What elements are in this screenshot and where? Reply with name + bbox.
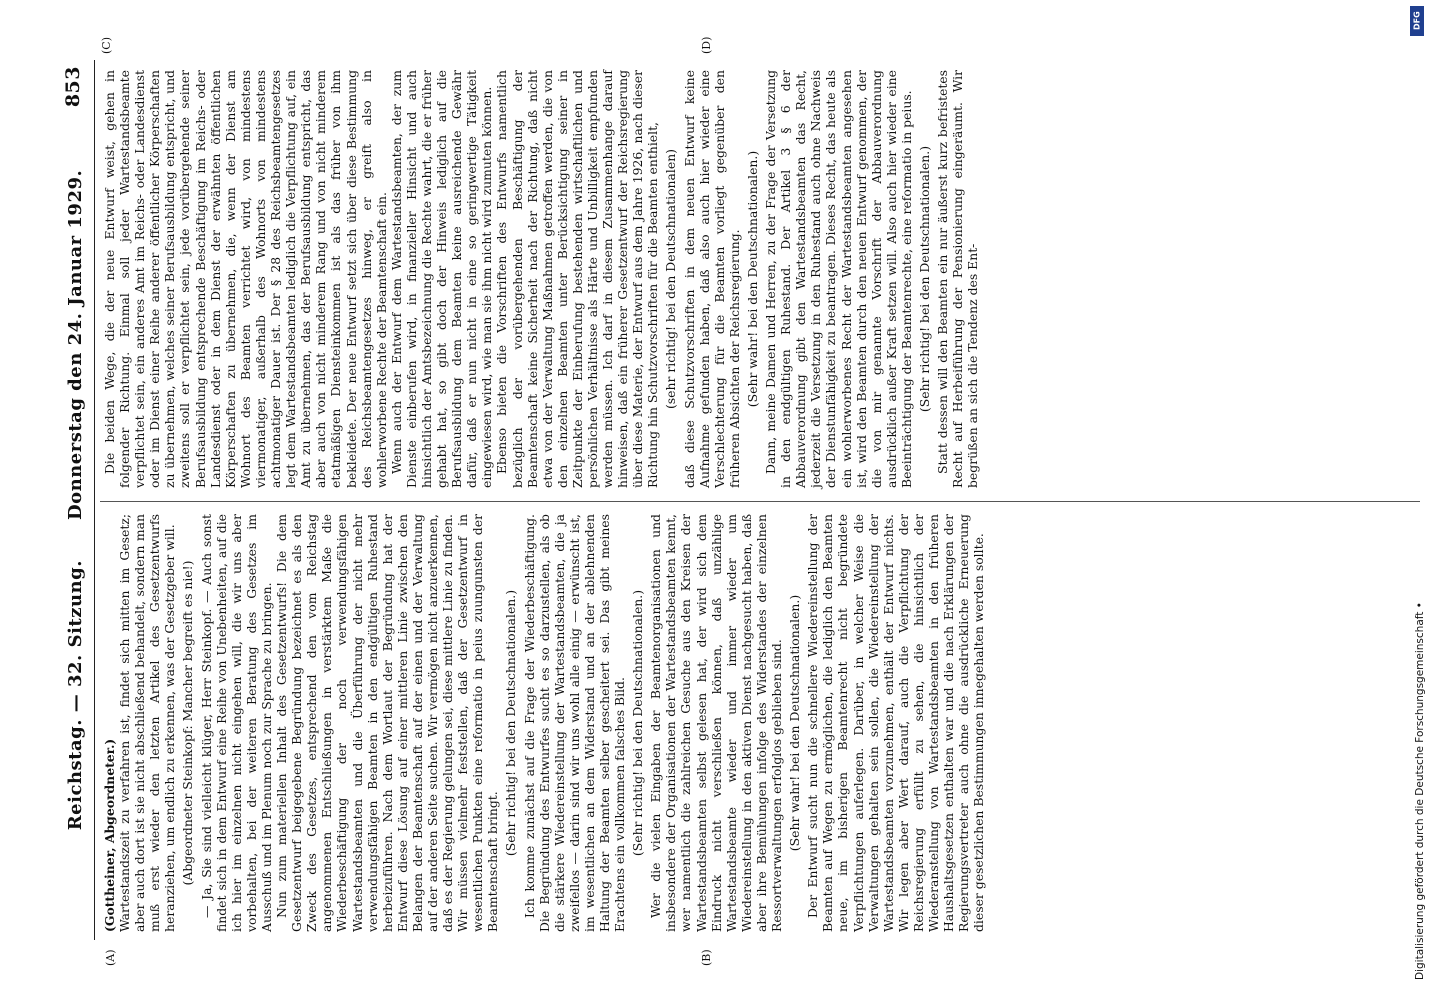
right-column-paragraph: Wenn auch der Entwurf dem Wartestandsbeamten, der zum Dienste einberufen wird, in finanzieller Hinsicht und auch hinsichtlich der Amtsbezeichnung die Rechte wahrt, die er früher gehabt hat, so gibt doch der Hinweis lediglich auf die Berufsausbildung dem Beamten keine ausreichende Gewähr dafür, daß er nun nicht in eine so geringwertige Tätigkeit eingewiesen wird, wie man sie ihm nicht wird zumuten können. — [388, 70, 495, 488]
left-column-paragraph: Ich komme zunächst auf die Frage der Wiederbeschäftigung. Die Begründung des Entwurfes sucht es so darzustellen, als ob die stärkere Wiedereinstellung der Wartestandsbeamten, die ja zweifellos — darin sind wir uns wohl alle einig — erwünscht ist, im wesentlichen an dem Widerstand und an der ablehnenden Haltung der Beamten selber gescheitert sei. Das gibt meines Erachtens ein vollkommen falsches Bild. — [521, 514, 628, 932]
left-column-paragraph: (Abgeordneter Steinkopf: Mancher begreift es nie!) — [180, 560, 196, 886]
left-column-paragraph: Der Entwurf sucht nun die schnellere Wiedereinstellung der Beamten auf Wegen zu ermöglichen, die lediglich den Beamten neue, im bisherigen Beamtenrecht nicht begründete Verpflichtungen auferlegen. Darüber, in welcher Weise die Verwaltungen gehalten sein sollen, die Wiedereinstellung der Wartestandsbeamten vorzunehmen, enthält der Entwurf nichts. Wir legen aber Wert darauf, auch die Verpflichtung der Reichsregierung erfüllt zu sehen, die hinsichtlich der Wiederanstellung von Wartestandsbeamten in den früheren Haushaltsgesetzen enthalten war und die nach Erklärungen der Regierungsvertreter auch ohne die ausdrückliche Erneuerung dieser gesetzlichen Bestimmungen innegehalten werden sollte. — [805, 514, 987, 932]
page-header — [60, 60, 90, 940]
right-column-paragraph: (Sehr wahr! bei den Deutschnationalen.) — [744, 150, 760, 408]
left-column-paragraph: Wartestandszeit zu verfahren ist, findet sich mitten im Gesetz; aber auch dort ist sie nicht abschließend behandelt, sondern man muß erst wieder den letzten Artikel des Gesetzentwurfs heranziehen, um endlich zu erkennen, was der Gesetzgeber will. — [117, 514, 178, 932]
rotated-page — [60, 36, 1434, 966]
header-date: Donnerstag den 24. Januar 1929. — [64, 169, 86, 521]
right-column-paragraph: Dann, meine Damen und Herren, zu der Frage der Versetzung in den endgültigen Ruhestand. Der Artikel 3 § 6 der Abbauverordnung gibt den Wartestandsbeamten das Recht, jederzeit die Versetzung in den Ruhestand auch ohne Nachweis der Dienstunfähigkeit zu beantragen. Dieses Recht, das heute als ein wohlerworbenes Recht der Wartestandsbeamten angesehen ist, wird den Beamten durch den neuen Entwurf genommen, der die von mir genannte Vorschrift der Abbauverordnung ausdrücklich außer Kraft setzen will. Also auch hier wieder eine Beeinträchtigung der Beamtenrechte, eine reformatio in peius. — [763, 70, 914, 488]
dfg-logo: DFG — [1410, 6, 1424, 36]
right-column-paragraph: Ebenso bieten die Vorschriften des Entwurfs namentlich bezüglich der vorübergehenden Beschäftigung der Beamtenschaft keine Sicherheit nach der Richtung, daß nicht etwa von der Verwaltung Maßnahmen getroffen werden, die von den einzelnen Beamten unter Berücksichtigung seiner in Zeitpunkte der Einberufung bestehenden wirtschaftlichen und persönlichen Verhältnisse als Härte und Unbilligkeit empfunden werden müssen. Ich darf in diesem Zusammenhange darauf hinweisen, daß ein früherer Gesetzentwurf der Reichsregierung über diese Materie, der Entwurf aus dem Jahre 1926, nach dieser Richtung hin Schutzvorschriften für die Beamten enthielt, — [494, 70, 661, 488]
left-column-paragraph: (Gottheiner, Abgeordneter.) — [102, 738, 117, 932]
header-rule — [94, 60, 95, 940]
column-divider — [100, 501, 1420, 502]
right-column-paragraph: (sehr richtig! bei den Deutschnationalen) — [663, 148, 679, 410]
right-column-paragraph: Statt dessen will den Beamten ein nur äußerst kurz befristetes Recht auf Herbeiführung der Pensionierung eingeräumt. Wir begrüßen an sich die Tendenz des Ent- — [935, 70, 981, 488]
header-session: Reichstag. — 32. Sitzung. — [64, 560, 86, 831]
margin-mark-c: (C) — [100, 37, 113, 54]
left-column-paragraph: — Ja, Sie sind vielleicht klüger, Herr Steinkopf. — Auch sonst findet sich in dem Entwurf eine Reihe von Unebenheiten, auf die ich hier im einzelnen nicht eingehen will, die wir uns aber vorbehalten, bei der weiteren Beratung des Gesetzes im Ausschuß und im Plenum noch zur Sprache zu bringen. — [198, 514, 274, 932]
left-column-paragraph: Wer die vielen Eingaben der Beamtenorganisationen und insbesondere der Organisationen der Wartestandsbeamten kennt, wer namentlich die zahlreichen Gesuche aus den Kreisen der Wartestandsbeamten selbst gelesen hat, der wird sich dem Eindruck nicht verschließen können, daß unzählige Wartestandsbeamte wieder und immer wieder um Wiedereinstellung in den aktiven Dienst nachgesucht haben, daß aber ihre Bemühungen infolge des Widerstandes der einzelnen Ressortverwaltungen erfolglos geblieben sind. — [648, 514, 785, 932]
side-credit-text: Digitalisierung gefördert durch die Deutsche Forschungsgemeinschaft • — [1414, 602, 1426, 980]
side-credit-strip — [1408, 0, 1432, 1000]
left-column-paragraph: Nun zum materiellen Inhalt des Gesetzentwurfs! Die dem Gesetzentwurf beigegebene Begründung bezeichnet es als den Zweck des Gesetzes, entsprechend den vom Reichstag angenommenen Entschließungen in verstärktem Maße die Wiederbeschäftigung der noch verwendungsfähigen Wartestandsbeamten und die Überführung der nicht mehr verwendungsfähigen Beamten in den endgültigen Ruhestand herbeizuführen. Nach dem Wortlaut der Begründung hat der Entwurf diese Lösung auf einer mittleren Linie zwischen den Belangen der Beamtenschaft auf der einen und der Verwaltung auf der anderen Seite suchen. Wir vermögen nicht anzuerkennen, daß es der Regierung gelungen sei, diese mittlere Linie zu finden. Wir müssen vielmehr feststellen, daß der Gesetzentwurf in wesentlichen Punkten eine reformatio in peius zuungunsten der Beamtenschaft bringt. — [274, 514, 501, 932]
left-column — [102, 514, 986, 932]
margin-mark-a: (A) — [104, 949, 117, 966]
right-column-paragraph: (Sehr richtig! bei den Deutschnationalen.) — [916, 145, 932, 413]
right-column-paragraph: daß diese Schutzvorschriften in dem neuen Entwurf keine Aufnahme gefunden haben, daß also auch hier wieder eine Verschlechterung für die Beamten vorliegt gegenüber den früheren Absichten der Reichsregierung. — [681, 70, 742, 488]
margin-mark-b: (B) — [700, 949, 713, 966]
right-column — [102, 70, 980, 488]
page-number: 853 — [62, 66, 84, 108]
left-column-paragraph: (Sehr richtig! bei den Deutschnationalen.) — [503, 589, 519, 857]
right-column-paragraph: Die beiden Wege, die der neue Entwurf weist, gehen in folgender Richtung. Einmal soll jeder Wartestandsbeamte verpflichtet sein, ein anderes Amt im Reichs- oder Landesdienst oder im Dienst einer Reihe anderer öffentlicher Körperschaften zu übernehmen, welches seiner Berufsausbildung entspricht, und zweitens soll er verpflichtet sein, jede vorübergehende seiner Berufsausbildung entsprechende Beschäftigung im Reichs- oder Landesdienst oder in dem Dienst der erwähnten öffentlichen Körperschaften zu übernehmen, die, wenn der Dienst am Wohnort des Beamten verrichtet wird, von mindestens viermonatiger, außerhalb des Wohnorts von mindestens achtmonatiger Dauer ist. Der § 28 des Reichsbeamtengesetzes legt dem Wartestandsbeamten lediglich die Verpflichtung auf, ein Amt zu übernehmen, das der Berufsausbildung entspricht, das aber auch von nicht minderem Rang und von nicht minderem etatmäßigen Diensteinkommen ist als das früher von ihm bekleidete. Der neue Entwurf setzt sich über diese Bestimmung des Reichsbeamtengesetzes hinweg, er greift also in wohlerworbene Rechte der Beamtenschaft ein. — [102, 70, 389, 488]
left-column-paragraph: (Sehr richtig! bei den Deutschnationalen.) — [630, 589, 646, 857]
margin-mark-d: (D) — [700, 36, 713, 54]
left-column-paragraph: (Sehr wahr! bei den Deutschnationalen.) — [787, 594, 803, 852]
